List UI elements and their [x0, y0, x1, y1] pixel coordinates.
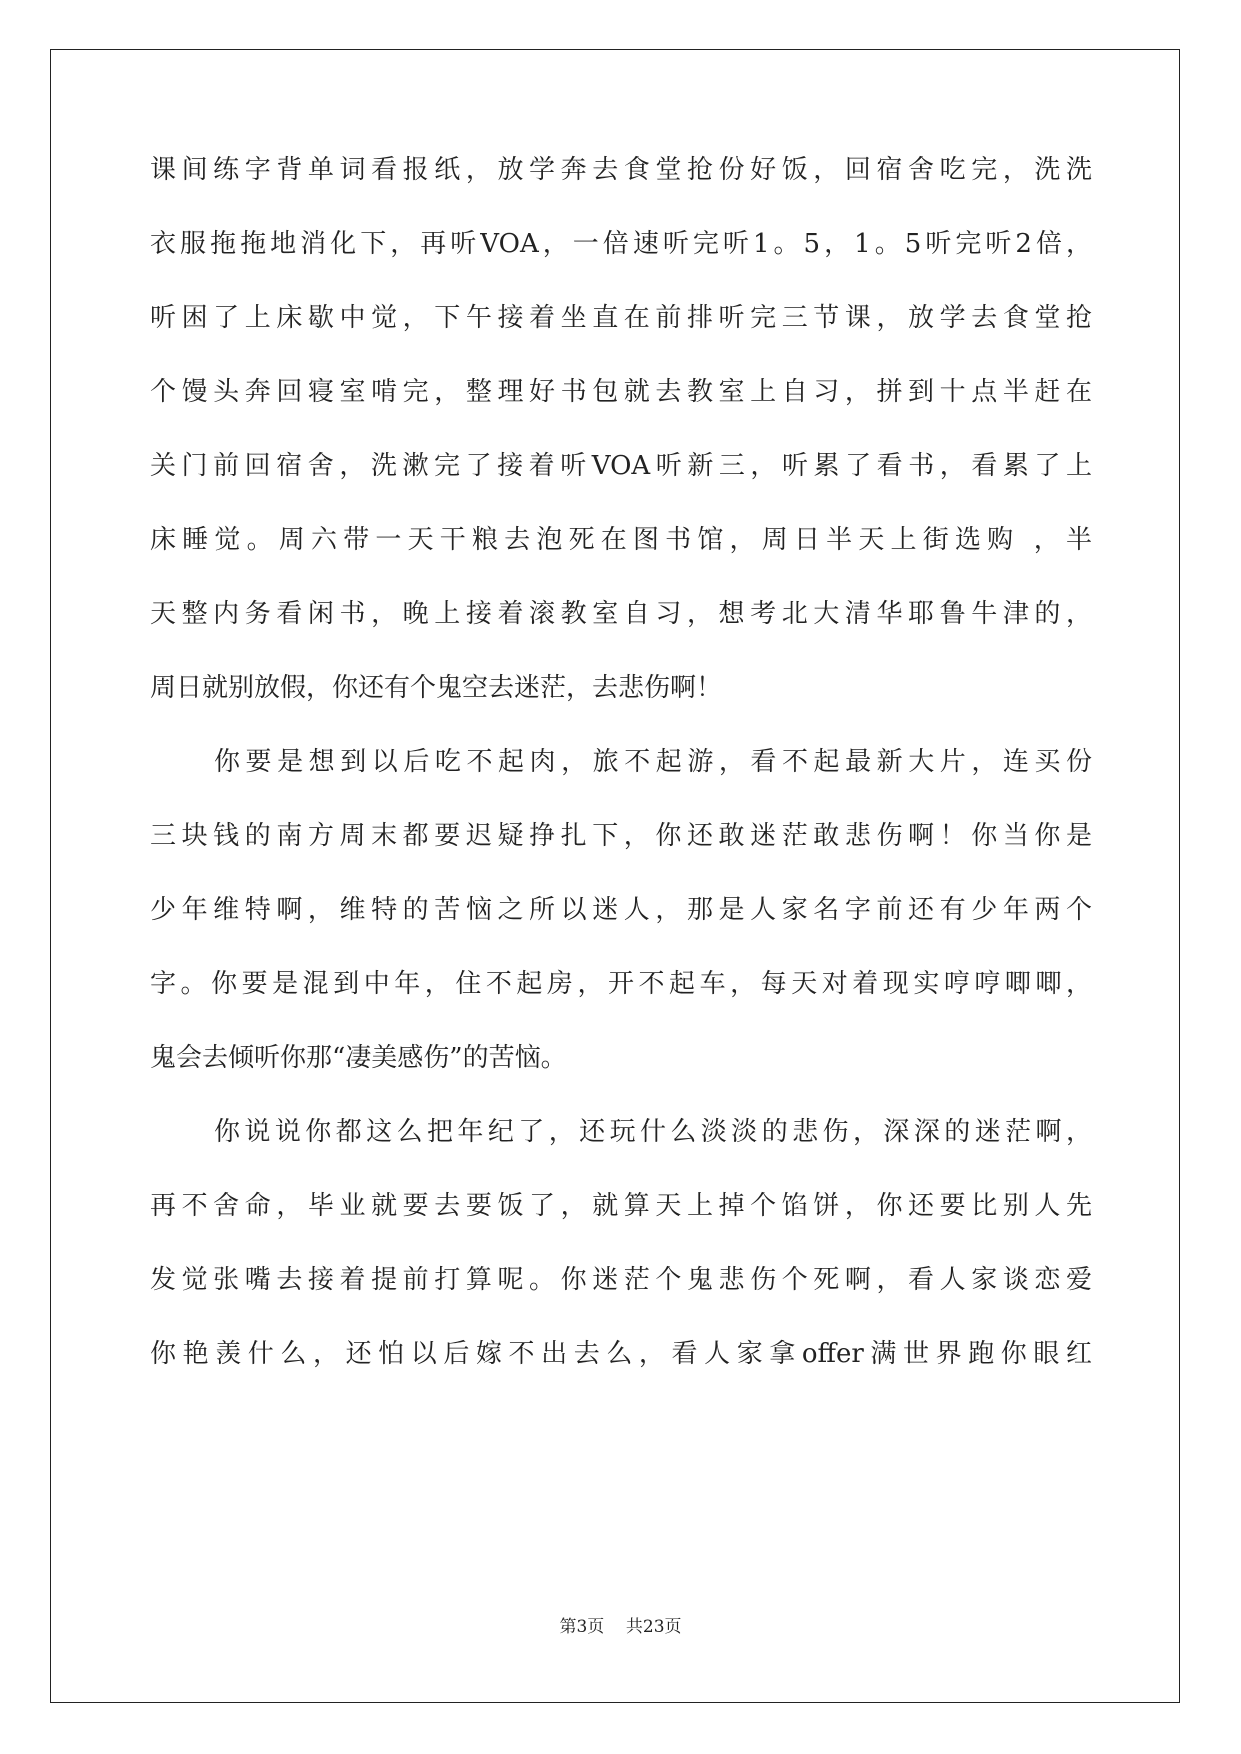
text-line: 再不舍命，毕业就要去要饭了，就算天上掉个馅饼，你还要比别人先 [150, 1191, 1092, 1221]
text-line: 天整内务看闲书，晚上接着滚教室自习，想考北大清华耶鲁牛津的， [150, 599, 1092, 629]
text-line: 个馒头奔回寝室啃完，整理好书包就去教室上自习，拼到十点半赶在 [150, 377, 1092, 407]
text-line: 字。你要是混到中年，住不起房，开不起车，每天对着现实哼哼唧唧， [150, 969, 1092, 999]
text-line: 鬼会去倾听你那“凄美感伤”的苦恼。 [150, 1043, 567, 1073]
text-line: 你要是想到以后吃不起肉，旅不起游，看不起最新大片，连买份 [214, 747, 1092, 777]
text-line: 周日就别放假，你还有个鬼空去迷茫，去悲伤啊！ [150, 673, 723, 703]
text-line: 你说说你都这么把年纪了，还玩什么淡淡的悲伤，深深的迷茫啊， [214, 1117, 1092, 1147]
text-line: 衣服拖拖地消化下，再听VOA，一倍速听完听1。5，1。5听完听2倍， [150, 229, 1092, 259]
text-line: 发觉张嘴去接着提前打算呢。你迷茫个鬼悲伤个死啊，看人家谈恋爱 [150, 1265, 1092, 1295]
text-line: 你艳羡什么，还怕以后嫁不出去么，看人家拿offer满世界跑你眼红 [150, 1339, 1092, 1369]
text-line: 课间练字背单词看报纸，放学奔去食堂抢份好饭，回宿舍吃完，洗洗 [150, 155, 1092, 185]
text-line: 三块钱的南方周末都要迟疑挣扎下，你还敢迷茫敢悲伤啊！你当你是 [150, 821, 1092, 851]
text-line: 关门前回宿舍，洗漱完了接着听VOA听新三，听累了看书，看累了上 [150, 451, 1092, 481]
page-footer [0, 1612, 1241, 1637]
text-line: 床睡觉。周六带一天干粮去泡死在图书馆，周日半天上街选购 ，半 [150, 525, 1092, 555]
page-number: 第3页 [559, 1617, 605, 1637]
page-total: 共23页 [625, 1617, 682, 1637]
text-line: 听困了上床歇中觉，下午接着坐直在前排听完三节课，放学去食堂抢 [150, 303, 1092, 333]
text-line: 少年维特啊，维特的苦恼之所以迷人，那是人家名字前还有少年两个 [150, 895, 1092, 925]
